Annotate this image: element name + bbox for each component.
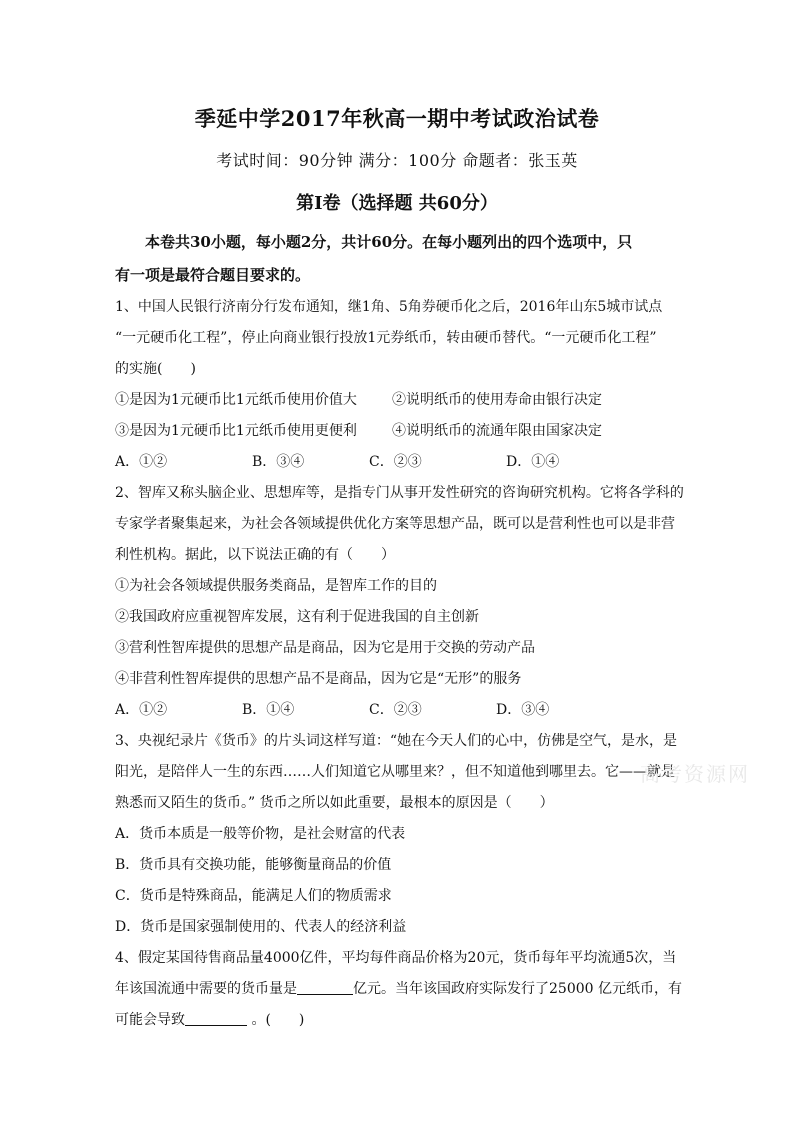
exam-title: 季延中学2017年秋高一期中考试政治试卷 <box>194 106 600 131</box>
q4-text: 年该国流通中需要的货币量是 <box>115 981 297 997</box>
q2-statement: ③营利性智库提供的思想产品是商品，因为它是用于交换的劳动产品 <box>115 640 535 656</box>
q4-stem-line <box>115 974 687 1005</box>
q1-stem-line: 1、中国人民银行济南分行发布通知，继1角、5角券硬币化之后，2016年山东5城市试点 <box>115 299 663 315</box>
q2-choice-c: C．②③ <box>369 702 422 718</box>
q1-statement-row <box>115 416 687 447</box>
instructions-line: 有一项是最符合题目要求的。 <box>115 266 311 284</box>
q2-choices-row <box>115 695 687 726</box>
q3-option-c: C．货币是特殊商品，能满足人们的物质需求 <box>115 888 392 904</box>
q2-statement: ①为社会各领域提供服务类商品，是智库工作的目的 <box>115 578 437 594</box>
q4-stem-line: 4、假定某国待售商品量4000亿件，平均每件商品价格为20元，货币每年平均流通5次，当 <box>115 950 677 966</box>
q1-choice-d: D．①④ <box>506 454 560 470</box>
q4-text: 。( ) <box>247 1012 305 1028</box>
watermark: 高考资源网 <box>640 762 750 786</box>
q3-option-d: D．货币是国家强制使用的、代表人的经济利益 <box>115 919 407 935</box>
q4-text: 可能会导致 <box>115 1012 185 1028</box>
q3-stem-line: 阳光，是陪伴人一生的东西……人们知道它从哪里来？，但不知道他到哪里去。它——就是 <box>115 764 675 780</box>
q2-stem-line: 专家学者聚集起来，为社会各领域提供优化方案等思想产品，既可以是营利性也可以是非营 <box>115 516 675 532</box>
q3-option-a: A．货币本质是一般等价物，是社会财富的代表 <box>115 826 406 842</box>
q4-blank-2[interactable] <box>185 1009 247 1026</box>
q1-choices-row <box>115 447 687 478</box>
q1-statement-row <box>115 385 687 416</box>
q2-stem-line: 利性机构。据此，以下说法正确的有（ ） <box>115 547 395 563</box>
q1-statement: ②说明纸币的使用寿命由银行决定 <box>392 392 602 408</box>
q1-stem-line: 的实施( ) <box>115 361 196 377</box>
q2-stem-line: 2、智库又称头脑企业、思想库等，是指专门从事开发性研究的咨询研究机构。它将各学科的 <box>115 485 684 501</box>
q1-choice-c: C．②③ <box>369 454 422 470</box>
q2-choice-b: B．①④ <box>242 702 295 718</box>
q2-choice-d: D．③④ <box>496 702 550 718</box>
q4-blank-1[interactable] <box>297 978 353 995</box>
question-body <box>115 226 687 1036</box>
q1-statement: ①是因为1元硬币比1元纸币使用价值大 <box>115 392 357 408</box>
q2-choice-a: A．①② <box>115 702 168 718</box>
section-title: 第Ⅰ卷（选择题 共60分） <box>296 193 498 214</box>
q1-stem-line: “一元硬币化工程”，停止向商业银行投放1元券纸币，转由硬币替代。“一元硬币化工程” <box>115 330 657 346</box>
q3-option-b: B．货币具有交换功能，能够衡量商品的价值 <box>115 857 392 873</box>
q1-choice-a: A．①② <box>115 454 168 470</box>
q3-stem-line: 3、央视纪录片《货币》的片头词这样写道：“她在今天人们的心中，仿佛是空气，是水，是 <box>115 733 678 749</box>
q4-stem-line <box>115 1005 687 1036</box>
q1-statement: ④说明纸币的流通年限由国家决定 <box>392 423 602 439</box>
exam-info: 考试时间：90分钟 满分：100分 命题者：张玉英 <box>216 151 578 170</box>
q2-statement: ④非营利性智库提供的思想产品不是商品，因为它是“无形”的服务 <box>115 671 522 687</box>
q4-text: 亿元。当年该国政府实际发行了25000 亿元纸币，有 <box>353 981 682 997</box>
q3-stem-line: 熟悉而又陌生的货币。” 货币之所以如此重要，最根本的原因是（ ） <box>115 795 554 811</box>
q1-statement: ③是因为1元硬币比1元纸币使用更便利 <box>115 423 357 439</box>
q2-statement: ②我国政府应重视智库发展，这有利于促进我国的自主创新 <box>115 609 479 625</box>
instructions-line: 本卷共30小题，每小题2分，共计60分。在每小题列出的四个选项中，只 <box>145 233 633 251</box>
q1-choice-b: B．③④ <box>252 454 305 470</box>
